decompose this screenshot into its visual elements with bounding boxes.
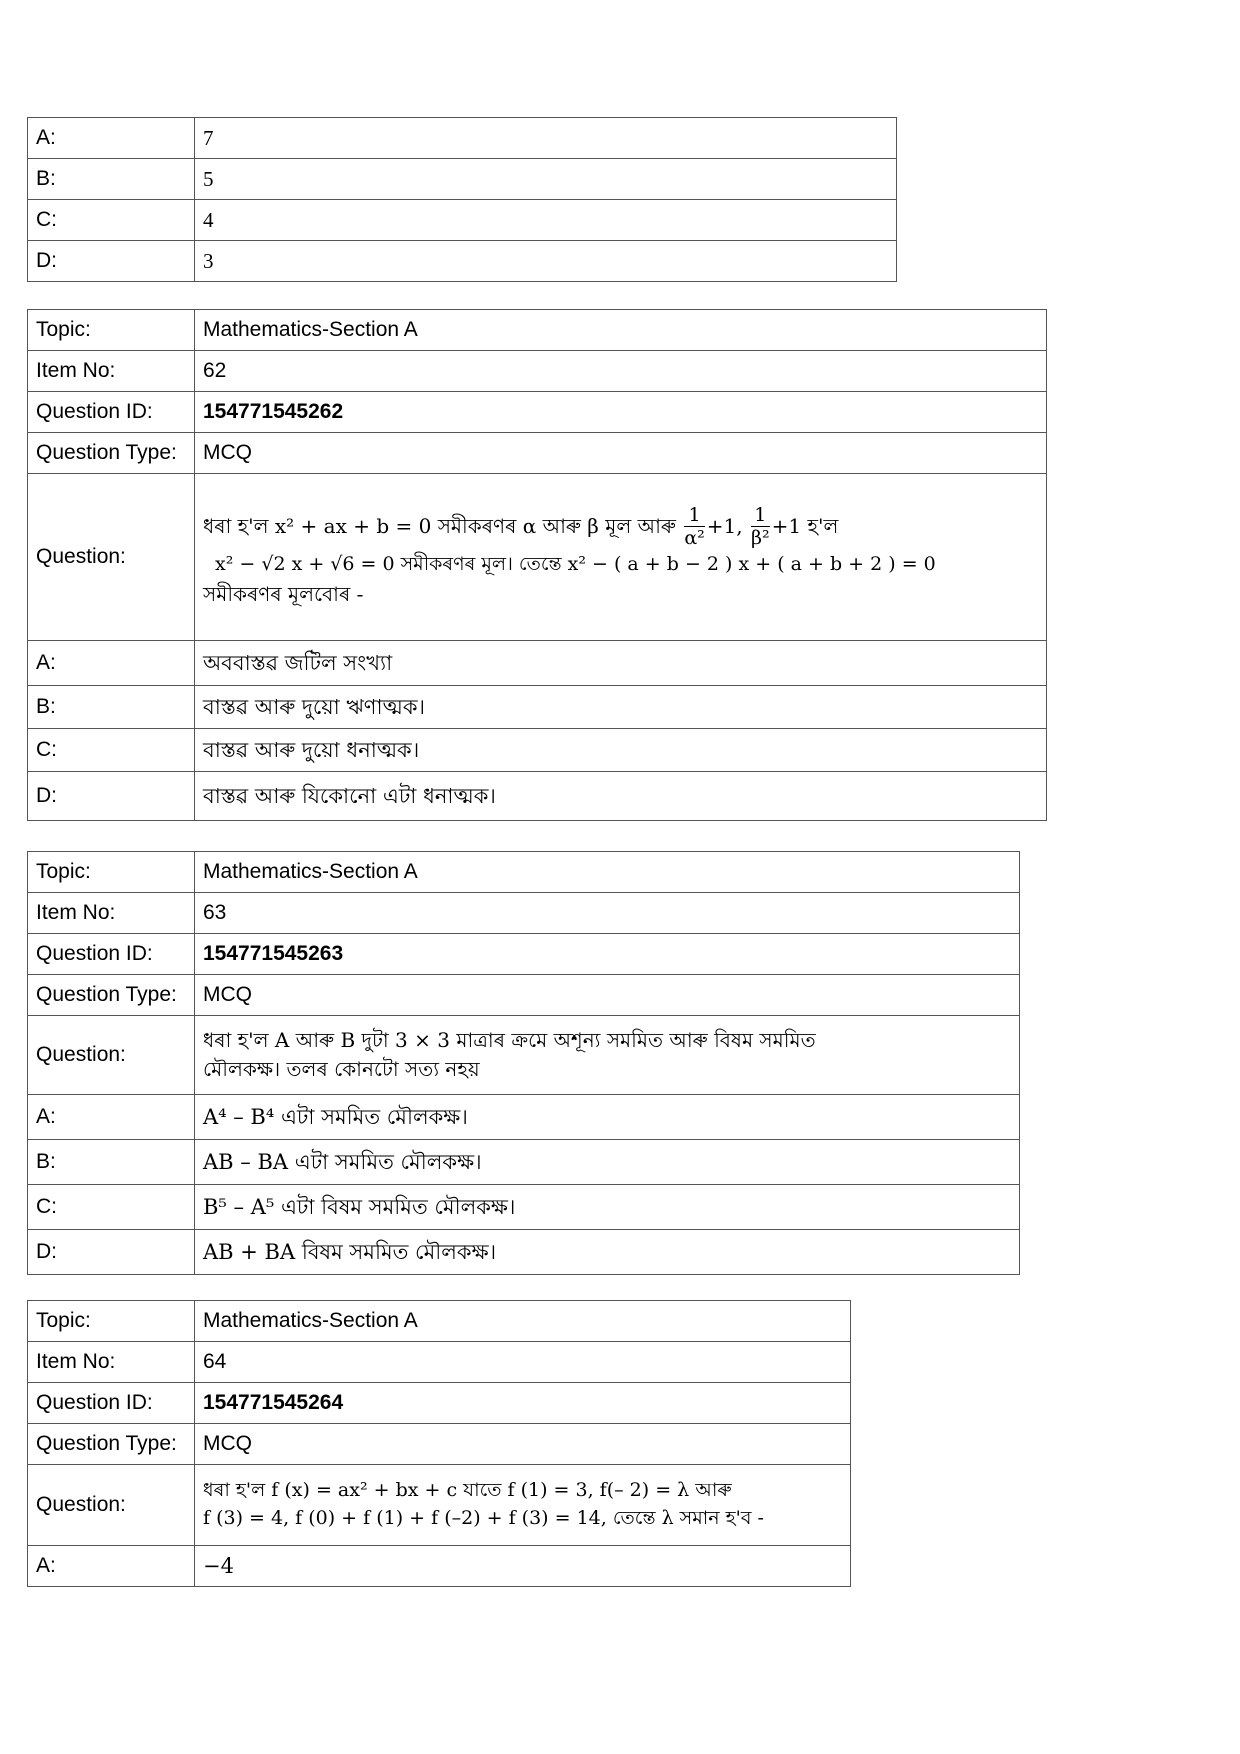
table-row [28,1301,851,1342]
question-label: Question: [28,1465,195,1546]
question-id-value: 154771545263 [195,934,1020,975]
option-c-value: 4 [195,200,897,241]
question-type-label: Question Type: [28,433,195,474]
option-a-label: A: [28,1546,195,1587]
table-row [28,1016,1020,1095]
fraction-1-denominator: α² [684,527,705,550]
question-label: Question: [28,1016,195,1095]
option-c-label: C: [28,729,195,772]
option-d-label: D: [28,241,195,282]
table-row [28,729,1047,772]
fraction-2-numerator: 1 [751,505,770,527]
option-c-text: বাস্তৱ আৰু দুয়ো ধনাত্মক। [195,729,1047,772]
table-row [28,1140,1020,1185]
option-c-label: C: [28,1185,195,1230]
option-a-text: −4 [195,1546,851,1587]
question-line-1 [203,505,1038,550]
question-type-value: MCQ [195,975,1020,1016]
topic-label: Topic: [28,310,195,351]
table-row [28,852,1020,893]
option-d-label: D: [28,772,195,821]
question-text [195,1016,1020,1095]
question-type-value: MCQ [195,1424,851,1465]
table-row [28,351,1047,392]
question-line-2: f (3) = 4, f (0) + f (1) + f (–2) + f (3) = 14, তেন্তে λ সমান হ'ব - [203,1507,764,1529]
item-no-label: Item No: [28,1342,195,1383]
topic-label: Topic: [28,852,195,893]
table-row [28,200,897,241]
question-label: Question: [28,474,195,641]
table-row [28,392,1047,433]
table-row [28,474,1047,641]
table-row [28,641,1047,686]
option-a-label: A: [28,641,195,686]
option-b-label: B: [28,1140,195,1185]
question-id-value: 154771545264 [195,1383,851,1424]
table-row [28,1546,851,1587]
option-d-value: 3 [195,241,897,282]
option-a-text: A⁴ – B⁴ এটা সমমিত মৌলকক্ষ। [195,1095,1020,1140]
question-line-2: x² − √2 x + √6 = 0 সমীকৰণৰ মূল। তেন্তে x² − ( a + b − 2 ) x + ( a + b + 2 ) = 0 [215,553,936,576]
table-row [28,1424,851,1465]
fraction-2-denominator: β² [751,527,770,550]
question-text [195,1465,851,1546]
option-c-text: B⁵ – A⁵ এটা বিষম সমমিত মৌলকক্ষ। [195,1185,1020,1230]
table-row [28,772,1047,821]
question-63-table [27,851,1020,1275]
item-no-label: Item No: [28,351,195,392]
topic-label: Topic: [28,1301,195,1342]
option-a-value: 7 [195,118,897,159]
item-no-value: 62 [195,351,1047,392]
question-62-table [27,309,1047,821]
table-row [28,893,1020,934]
table-row [28,1095,1020,1140]
table-row [28,1185,1020,1230]
question-line-1: ধৰা হ'ল A আৰু B দুটা 3 × 3 মাত্ৰাৰ ক্ৰমে অশূন্য সমমিত আৰু বিষম সমমিত [203,1028,816,1052]
table-row [28,1342,851,1383]
question-id-value: 154771545262 [195,392,1047,433]
table-row [28,159,897,200]
table-row [28,118,897,159]
fraction-1 [684,505,704,550]
question-type-label: Question Type: [28,975,195,1016]
topic-value: Mathematics-Section A [195,310,1047,351]
option-b-value: 5 [195,159,897,200]
fraction-2 [751,505,770,550]
table-row [28,1383,851,1424]
option-a-text: অববাস্তৱ জটিল সংখ্যা [195,641,1047,686]
item-no-value: 64 [195,1342,851,1383]
option-d-text: বাস্তৱ আৰু যিকোনো এটা ধনাত্মক। [195,772,1047,821]
table-row [28,241,897,282]
table-row [28,433,1047,474]
table-row [28,1230,1020,1275]
item-no-value: 63 [195,893,1020,934]
fraction-1-numerator: 1 [684,505,704,527]
question-type-label: Question Type: [28,1424,195,1465]
table-row [28,686,1047,729]
table-row [28,975,1020,1016]
option-a-label: A: [28,1095,195,1140]
question-line-1: ধৰা হ'ল f (x) = ax² + bx + c যাতে f (1) = 3, f(– 2) = λ আৰু [203,1479,732,1502]
prev-options-table [27,117,897,282]
item-no-label: Item No: [28,893,195,934]
question-id-label: Question ID: [28,1383,195,1424]
option-b-text: AB – BA এটা সমমিত মৌলকক্ষ। [195,1140,1020,1185]
topic-value: Mathematics-Section A [195,852,1020,893]
question-64-table [27,1300,851,1587]
option-d-label: D: [28,1230,195,1275]
question-line-2: মৌলকক্ষ। তলৰ কোনটো সত্য নহয় [203,1057,480,1081]
option-a-label: A: [28,118,195,159]
option-d-text: AB + BA বিষম সমমিত মৌলকক্ষ। [195,1230,1020,1275]
table-row [28,1465,851,1546]
fraction-separator: +1, [706,514,743,539]
table-row [28,310,1047,351]
question-text [195,474,1047,641]
question-id-label: Question ID: [28,934,195,975]
topic-value: Mathematics-Section A [195,1301,851,1342]
question-id-label: Question ID: [28,392,195,433]
option-b-label: B: [28,686,195,729]
option-c-label: C: [28,200,195,241]
option-b-text: বাস্তৱ আৰু দুয়ো ঋণাত্মক। [195,686,1047,729]
question-line-1-post: +1 হ'ল [771,514,839,539]
question-type-value: MCQ [195,433,1047,474]
option-b-label: B: [28,159,195,200]
table-row [28,934,1020,975]
question-line-1-pre: ধৰা হ'ল x² + ax + b = 0 সমীকৰণৰ α আৰু β মূল আৰু [203,514,676,539]
question-line-3: সমীকৰণৰ মূলবোৰ - [203,581,364,606]
